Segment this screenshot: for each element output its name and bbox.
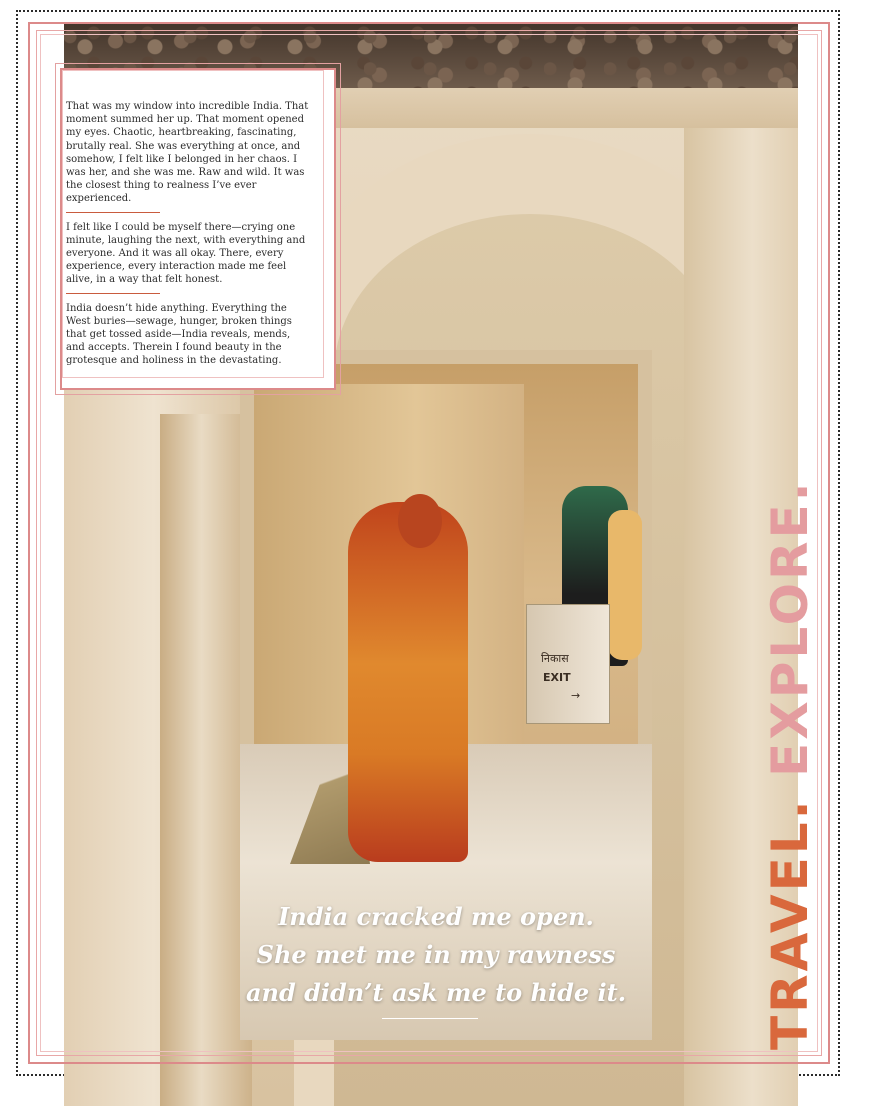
paragraph-1: That was my window into incredible India. That moment summed her up. That moment opened my eyes. Chaotic, heartbreaking, fascinating, brutally real. She was everything at once, and somehow, I felt like I belonged in her chaos. I was her, and she was me. Raw and wild. It was the closest thing to realness I’ve ever experienced. [66,101,309,205]
exit-arrow-icon: → [571,689,581,702]
paragraph-2: I felt like I could be myself there—crying one minute, laughing the next, with everything and everyone. And it was all okay. There, every experience, every interaction made me feel alive, in a way that felt honest. [66,221,306,286]
quote-line-1: India cracked me open. [278,902,594,931]
exit-sign-label: EXIT [543,671,571,684]
quote-line-3: and didn’t ask me to hide it. [245,978,627,1007]
exit-sign-hindi: निकास [541,652,569,665]
quote-line-2: She met me in my rawness [256,940,616,969]
paragraph-3: India doesn’t hide anything. Everything the West buries—sewage, hunger, broken things that get tossed aside—India reveals, mends, and accepts. Therein I found beauty in the grotesque and holiness in the devastating. [66,302,292,367]
paragraph-divider [66,212,160,213]
article-text-box [60,68,336,390]
quote-underline [382,1018,478,1019]
headline-explore: EXPLORE. [761,479,819,777]
vertical-headline [762,479,818,1050]
paragraph-divider [66,293,160,294]
pull-quote [236,898,636,1012]
headline-travel: TRAVEL. [761,797,819,1050]
article-body [66,100,310,368]
